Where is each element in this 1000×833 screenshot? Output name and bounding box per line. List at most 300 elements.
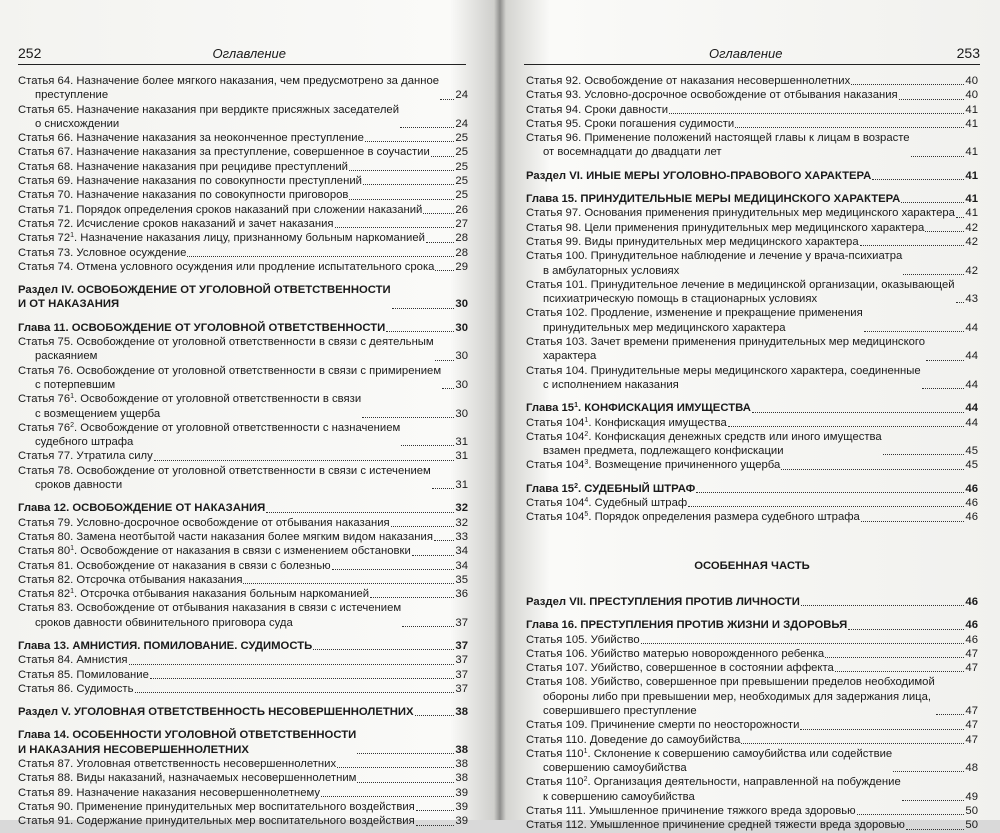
dot-leader	[899, 99, 965, 100]
entry-page-number: 44	[965, 350, 978, 363]
entry-label: Раздел V. УГОЛОВНАЯ ОТВЕТСТВЕННОСТЬ НЕСОВЕРШЕННОЛЕТНИХ	[18, 706, 414, 719]
entry-page-number: 25	[455, 132, 468, 145]
entry-label: Статья 90. Применение принудительных мер воспитательного воздействия	[18, 800, 415, 813]
toc-entry	[18, 246, 468, 260]
toc-entry	[526, 458, 978, 472]
entry-continuation: принудительных мер медицинского характера	[543, 321, 786, 334]
entry-page-number: 45	[965, 445, 978, 458]
toc-entry	[18, 74, 468, 103]
toc-entry	[18, 188, 468, 202]
dot-leader	[901, 202, 964, 203]
dot-leader	[332, 569, 455, 570]
dot-leader	[893, 771, 964, 772]
entry-title	[18, 421, 401, 450]
toc-heading	[18, 639, 468, 653]
toc-entry	[18, 587, 468, 601]
entry-title	[18, 260, 435, 274]
superscript: 1	[70, 232, 75, 240]
dot-leader	[801, 605, 965, 606]
entry-continuation: с потерпевшим	[35, 378, 116, 391]
dot-leader	[313, 649, 454, 650]
entry-page-number: 30	[455, 350, 468, 363]
superscript: 1	[70, 588, 75, 596]
entry-label: Раздел VII. ПРЕСТУПЛЕНИЯ ПРОТИВ ЛИЧНОСТИ	[526, 595, 800, 608]
header-title: Оглавление	[212, 46, 286, 61]
entry-label: Статья 106. Убийство матерью новорожденного ребенка	[526, 647, 825, 660]
toc-entry	[18, 364, 468, 393]
dot-leader	[337, 767, 454, 768]
entry-label: Статья 72	[18, 232, 71, 245]
entry-page-number: 38	[455, 772, 468, 785]
entry-label: Статья 107. Убийство, совершенное в состоянии аффекта	[526, 662, 834, 675]
entry-label: Статья 76	[18, 421, 71, 434]
entry-page-number: 42	[965, 264, 978, 277]
dot-leader	[426, 242, 454, 243]
toc-entry	[18, 231, 468, 245]
entry-label: Статья 72. Исчисление сроков наказаний и зачет наказания	[18, 217, 334, 230]
page-header	[524, 44, 980, 65]
dot-leader	[321, 796, 454, 797]
toc-entry	[18, 516, 468, 530]
entry-page-number: 47	[965, 662, 978, 675]
toc-entry	[526, 430, 978, 459]
entry-page-number: 49	[965, 790, 978, 803]
dot-leader	[926, 360, 964, 361]
entry-label: Статья 77. Утратила силу	[18, 450, 153, 463]
toc-entry	[18, 421, 468, 450]
entry-page-number: 46	[965, 482, 978, 495]
entry-label: Статья 103. Зачет времени применения принудительных мер медицинского	[526, 336, 926, 349]
dot-leader	[857, 814, 965, 815]
entry-title	[18, 728, 357, 757]
dot-leader	[925, 231, 964, 232]
entry-title	[18, 682, 135, 696]
entry-label: Глава 15	[526, 402, 575, 415]
toc-list	[526, 74, 978, 525]
entry-title	[18, 188, 349, 202]
entry-label-rest: . Конфискация имущества	[588, 416, 727, 429]
entry-page-number: 32	[455, 502, 468, 515]
toc-entry	[18, 668, 468, 682]
toc-heading	[18, 705, 468, 719]
entry-label: Статья 104. Принудительные меры медицинского характера, соединенные	[526, 364, 921, 377]
dot-leader	[851, 84, 964, 85]
entry-title	[526, 249, 903, 278]
toc-entry	[526, 804, 978, 818]
entry-page-number: 48	[965, 762, 978, 775]
entry-title	[18, 103, 400, 132]
toc-entry	[526, 103, 978, 117]
entry-label: Статья 88. Виды наказаний, назначаемых несовершеннолетним	[18, 772, 357, 785]
entry-label: Статья 74. Отмена условного осуждения или продление испытательного срока	[18, 260, 435, 273]
superscript: 2	[70, 421, 75, 429]
entry-label: Статья 86. Судимость	[18, 682, 134, 695]
entry-label: Статья 89. Назначение наказания несовершеннолетнему	[18, 786, 321, 799]
dot-leader	[442, 388, 454, 389]
entry-page-number: 39	[455, 815, 468, 828]
entry-label: Статья 94. Сроки давности	[526, 103, 669, 116]
entry-title	[526, 88, 899, 102]
entry-continuation: взамен предмета, подлежащего конфискации	[543, 445, 784, 458]
entry-title	[18, 639, 313, 653]
entry-label: Статья 109. Причинение смерти по неосторожности	[526, 719, 800, 732]
toc-entry	[18, 601, 468, 630]
entry-title	[526, 718, 800, 732]
entry-continuation: от восемнадцати до двадцати лет	[543, 146, 722, 159]
entry-title	[526, 103, 669, 117]
entry-page-number: 37	[455, 639, 468, 652]
right-page	[500, 0, 1000, 832]
dot-leader	[402, 626, 454, 627]
toc-entry	[526, 88, 978, 102]
entry-label: Статья 91. Содержание принудительных мер воспитательного воздействия	[18, 815, 415, 828]
entry-page-number: 34	[455, 559, 468, 572]
entry-page-number: 46	[965, 633, 978, 646]
entry-label-rest: . Конфискация денежных средств или иного имущества	[588, 430, 882, 443]
dot-leader	[432, 488, 455, 489]
entry-label: Статья 70. Назначение наказания по совокупности приговоров	[18, 189, 349, 202]
entry-page-number: 41	[965, 103, 978, 116]
dot-leader	[735, 127, 964, 128]
entry-page-number: 44	[965, 416, 978, 429]
entry-label: Статья 101. Принудительное лечение в медицинской организации, оказывающей	[526, 278, 955, 291]
entry-page-number: 41	[965, 169, 978, 182]
toc-heading	[526, 169, 978, 183]
entry-page-number: 24	[455, 89, 468, 102]
entry-title	[18, 757, 337, 771]
entry-title	[526, 364, 922, 393]
toc-container	[526, 74, 978, 833]
entry-title	[18, 668, 150, 682]
toc-entry	[18, 335, 468, 364]
dot-leader	[825, 657, 964, 658]
dot-leader	[956, 302, 965, 303]
entry-page-number: 27	[455, 217, 468, 230]
superscript: 4	[584, 497, 589, 505]
toc-entry	[18, 544, 468, 558]
entry-label: Статья 67. Назначение наказания за преступление, совершенное в соучастии	[18, 146, 430, 159]
entry-title	[526, 661, 835, 675]
entry-title	[526, 496, 688, 510]
entry-title	[526, 482, 696, 496]
entry-title	[18, 530, 434, 544]
toc-heading	[18, 501, 468, 515]
entry-label: Раздел IV. ОСВОБОЖДЕНИЕ ОТ УГОЛОВНОЙ ОТВЕТСТВЕННОСТИ	[18, 284, 391, 297]
toc-entry	[18, 786, 468, 800]
entry-page-number: 28	[455, 232, 468, 245]
entry-label: Статья 65. Назначение наказания при вердикте присяжных заседателей	[18, 103, 399, 116]
entry-page-number: 39	[455, 800, 468, 813]
toc-heading	[526, 192, 978, 206]
entry-label-rest: . Организация деятельности, направленной на побуждение	[587, 776, 901, 789]
dot-leader	[386, 331, 454, 332]
entry-continuation: преступление	[35, 89, 109, 102]
dot-leader	[243, 583, 454, 584]
entry-label: Статья 110	[526, 776, 584, 789]
entry-title	[18, 174, 363, 188]
entry-page-number: 50	[965, 805, 978, 818]
dot-leader	[781, 469, 964, 470]
entry-label: Глава 16. ПРЕСТУПЛЕНИЯ ПРОТИВ ЖИЗНИ И ЗДОРОВЬЯ	[526, 619, 848, 632]
entry-label: Раздел VI. ИНЫЕ МЕРЫ УГОЛОВНО-ПРАВОВОГО ХАРАКТЕРА	[526, 169, 872, 182]
dot-leader	[187, 256, 454, 257]
entry-page-number: 45	[965, 459, 978, 472]
part-heading: ОСОБЕННАЯ ЧАСТЬ	[694, 559, 810, 572]
toc-entry	[526, 278, 978, 307]
entry-label: Статья 104	[526, 416, 585, 429]
dot-leader	[440, 99, 454, 100]
dot-leader	[641, 643, 965, 644]
dot-leader	[335, 227, 455, 228]
entry-continuation: совершившего преступление	[543, 704, 697, 717]
dot-leader	[391, 526, 455, 527]
entry-page-number: 37	[455, 668, 468, 681]
toc-entry	[526, 633, 978, 647]
toc-entry	[18, 464, 468, 493]
dot-leader	[349, 199, 454, 200]
entry-title	[526, 733, 741, 747]
dot-leader	[906, 829, 965, 830]
entry-label: Статья 110	[526, 747, 584, 760]
entry-title	[526, 595, 801, 609]
dot-leader	[392, 308, 455, 309]
entry-continuation: характера	[543, 350, 597, 363]
toc-entry	[526, 818, 978, 832]
superscript: 1	[70, 393, 75, 401]
toc-entry	[526, 747, 978, 776]
entry-page-number: 41	[965, 193, 978, 206]
entry-label: Статья 64. Назначение более мягкого наказания, чем предусмотрено за данное	[18, 75, 440, 87]
entry-title	[18, 771, 357, 785]
entry-label-rest: . Освобождение от уголовной ответственности в связи	[74, 393, 362, 406]
entry-label: Статья 80	[18, 545, 71, 558]
dot-leader	[363, 184, 454, 185]
entry-label: Статья 105. Убийство	[526, 633, 640, 646]
toc-heading	[18, 321, 468, 335]
toc-entry	[526, 675, 978, 718]
entry-title	[526, 647, 825, 661]
dot-leader	[752, 412, 965, 413]
entry-label: Глава 15. ПРИНУДИТЕЛЬНЫЕ МЕРЫ МЕДИЦИНСКОГО ХАРАКТЕРА	[526, 193, 901, 206]
entry-title	[18, 217, 335, 231]
entry-label: Статья 104	[526, 430, 585, 443]
entry-page-number: 33	[455, 530, 468, 543]
dot-leader	[412, 555, 455, 556]
superscript: 3	[584, 459, 589, 467]
dot-leader	[416, 825, 455, 826]
superscript: 1	[583, 747, 588, 755]
toc-entry	[18, 260, 468, 274]
entry-label: Глава 13. АМНИСТИЯ. ПОМИЛОВАНИЕ. СУДИМОСТЬ	[18, 639, 313, 652]
superscript: 1	[584, 416, 589, 424]
dot-leader	[266, 512, 454, 513]
entry-page-number: 46	[965, 595, 978, 608]
entry-label: Статья 75. Освобождение от уголовной ответственности в связи с деятельным	[18, 336, 434, 349]
entry-page-number: 44	[965, 321, 978, 334]
entry-label: Статья 82. Отсрочка отбывания наказания	[18, 573, 243, 586]
toc-entry	[526, 249, 978, 278]
toc-entry	[526, 496, 978, 510]
entry-title	[526, 192, 901, 206]
toc-heading	[526, 401, 978, 415]
entry-label: Статья 71. Порядок определения сроков наказаний при сложении наказаний	[18, 203, 423, 216]
dot-leader	[423, 213, 454, 214]
dot-leader	[696, 492, 964, 493]
entry-label: Статья 99. Виды принудительных мер медицинского характера	[526, 235, 859, 248]
entry-label-rest: . Судебный штраф	[588, 497, 688, 510]
entry-label: Статья 82	[18, 588, 71, 601]
entry-title	[526, 117, 735, 131]
entry-label: Статья 92. Освобождение от наказания несовершеннолетних	[526, 75, 851, 87]
toc-entry	[526, 416, 978, 430]
entry-label: Глава 15	[526, 482, 575, 495]
page-header	[18, 44, 466, 65]
entry-label: Статья 69. Назначение наказания по совокупности преступлений	[18, 175, 362, 188]
dot-leader	[357, 782, 454, 783]
dot-leader	[357, 753, 454, 754]
entry-label-rest: . Возмещение причиненного ущерба	[588, 459, 781, 472]
entry-continuation: совершению самоубийства	[543, 762, 687, 775]
entry-label: Статья 79. Условно-досрочное освобождение от отбывания наказания	[18, 516, 390, 529]
entry-title	[18, 321, 386, 335]
entry-title	[18, 449, 154, 463]
entry-title	[526, 235, 860, 249]
entry-continuation: И НАКАЗАНИЯ НЕСОВЕРШЕННОЛЕТНИХ	[18, 743, 249, 756]
entry-page-number: 50	[965, 819, 978, 832]
dot-leader	[401, 445, 454, 446]
entry-label: Статья 110. Доведение до самоубийства	[526, 733, 741, 746]
entry-title	[18, 516, 391, 530]
entry-label: Статья 111. Умышленное причинение тяжкого вреда здоровью	[526, 805, 856, 818]
entry-page-number: 30	[455, 321, 468, 334]
dot-leader	[349, 170, 454, 171]
dot-leader	[861, 521, 965, 522]
entry-label: Статья 76	[18, 393, 71, 406]
dot-leader	[936, 714, 965, 715]
entry-page-number: 29	[455, 260, 468, 273]
dot-leader	[400, 127, 454, 128]
entry-title	[526, 675, 936, 718]
entry-page-number: 40	[965, 89, 978, 102]
toc-entry	[18, 131, 468, 145]
dot-leader	[883, 454, 965, 455]
entry-label-rest: . Освобождение от уголовной ответственности с назначением	[74, 421, 401, 434]
toc-entry	[18, 145, 468, 159]
dot-leader	[435, 360, 455, 361]
entry-page-number: 37	[455, 616, 468, 629]
entry-title	[18, 786, 321, 800]
entry-page-number: 36	[455, 588, 468, 601]
entry-label: Статья 68. Назначение наказания при рецидиве преступлений	[18, 160, 348, 173]
toc-entry	[18, 682, 468, 696]
entry-page-number: 24	[455, 117, 468, 130]
entry-label: Статья 93. Условно-досрочное освобождение от отбывания наказания	[526, 89, 898, 102]
entry-label: Статья 96. Применение положений настоящей главы к лицам в возрасте	[526, 132, 910, 145]
toc-entry	[526, 117, 978, 131]
page-number: 253	[956, 45, 980, 61]
entry-label: Статья 66. Назначение наказания за неоконченное преступление	[18, 132, 364, 145]
entry-label: Статья 104	[526, 511, 585, 524]
toc-entry	[526, 510, 978, 524]
toc-entry	[18, 653, 468, 667]
entry-title	[18, 246, 187, 260]
dot-leader	[669, 113, 964, 114]
toc-entry	[18, 530, 468, 544]
entry-label: Статья 73. Условное осуждение	[18, 246, 187, 259]
toc-entry	[18, 392, 468, 421]
dot-leader	[129, 664, 455, 665]
entry-label: Статья 76. Освобождение от уголовной ответственности в связи с примирением	[18, 364, 442, 377]
entry-continuation: в амбулаторных условиях	[543, 264, 680, 277]
toc-heading	[18, 283, 468, 312]
toc-entry	[526, 364, 978, 393]
superscript: 2	[574, 482, 578, 490]
entry-page-number: 25	[455, 175, 468, 188]
dot-leader	[728, 426, 965, 427]
entry-title	[18, 814, 416, 828]
entry-label: Статья 95. Сроки погашения судимости	[526, 117, 735, 130]
entry-label: Статья 100. Принудительное наблюдение и лечение у врача-психиатра	[526, 250, 903, 263]
entry-page-number: 31	[455, 450, 468, 463]
entry-page-number: 47	[965, 719, 978, 732]
toc-entry	[526, 647, 978, 661]
entry-title	[526, 775, 902, 804]
dot-leader	[135, 692, 455, 693]
entry-title	[18, 364, 442, 393]
dot-leader	[434, 540, 454, 541]
entry-continuation: раскаянием	[35, 350, 98, 363]
entry-continuation: с возмещением ущерба	[35, 407, 161, 420]
entry-title	[18, 392, 362, 421]
entry-title	[18, 231, 426, 245]
entry-continuation: о снисхождении	[35, 117, 120, 130]
entry-page-number: 41	[965, 207, 978, 220]
entry-page-number: 39	[455, 786, 468, 799]
header-title: Оглавление	[709, 46, 783, 61]
toc-entry	[526, 221, 978, 235]
entry-label-rest: . Назначение наказания лицу, признанному больным наркоманией	[74, 232, 425, 245]
dot-leader	[800, 729, 964, 730]
entry-page-number: 37	[455, 682, 468, 695]
entry-label-rest: . КОНФИСКАЦИЯ ИМУЩЕСТВА	[578, 402, 751, 415]
dot-leader	[150, 678, 455, 679]
entry-page-number: 40	[965, 75, 978, 87]
entry-page-number: 32	[455, 516, 468, 529]
toc-heading	[526, 482, 978, 496]
dot-leader	[956, 217, 964, 218]
entry-title	[526, 510, 861, 524]
entry-page-number: 38	[455, 743, 468, 756]
toc-entry	[18, 160, 468, 174]
toc-heading	[18, 728, 468, 757]
entry-page-number: 42	[965, 235, 978, 248]
dot-leader	[688, 506, 964, 507]
entry-page-number: 26	[455, 203, 468, 216]
toc-entry	[18, 771, 468, 785]
entry-continuation: сроков давности	[35, 479, 123, 492]
entry-page-number: 37	[455, 654, 468, 667]
superscript: 1	[574, 402, 578, 410]
toc-list	[18, 74, 468, 829]
entry-title	[526, 804, 857, 818]
dot-leader	[365, 141, 455, 142]
entry-title	[18, 573, 243, 587]
dot-leader	[362, 417, 454, 418]
entry-page-number: 43	[965, 293, 978, 306]
entry-page-number: 41	[965, 146, 978, 159]
entry-title	[526, 618, 848, 632]
left-page	[0, 0, 500, 828]
